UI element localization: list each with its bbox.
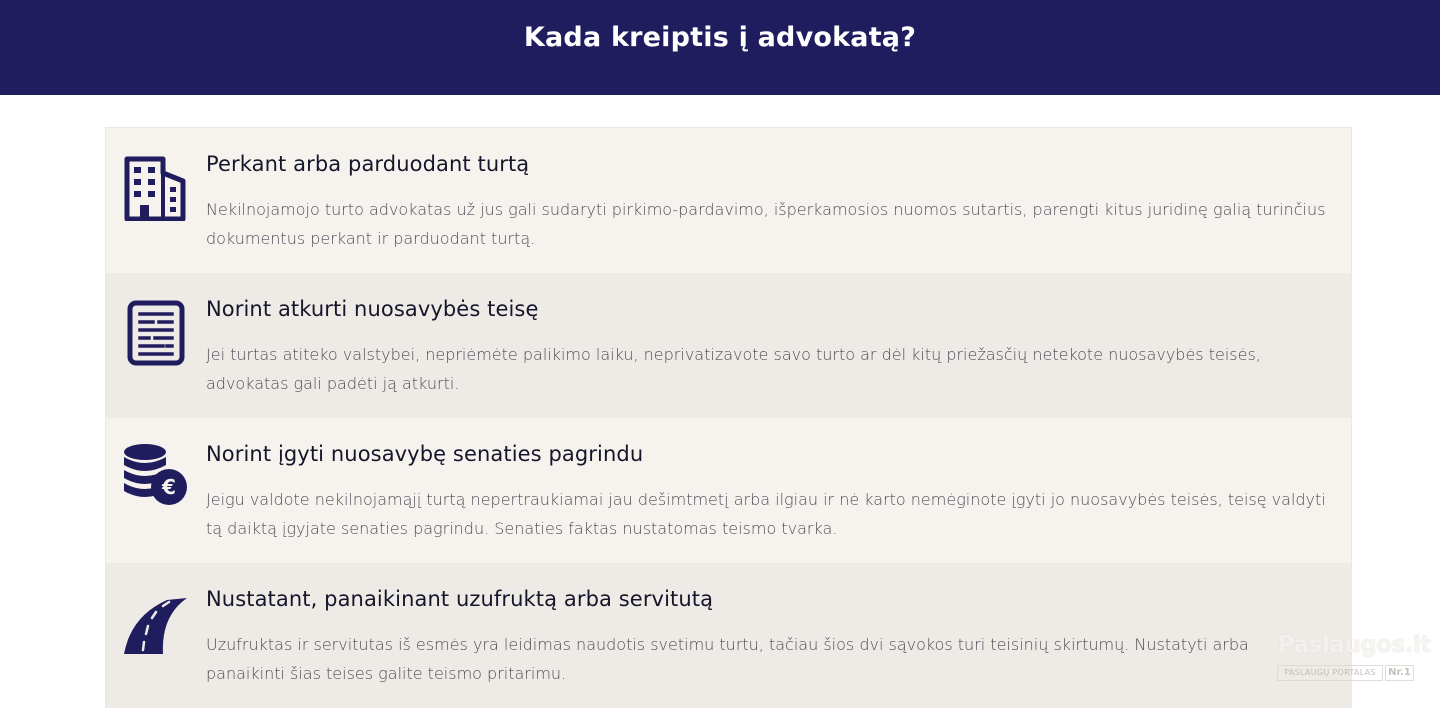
item-description: Uzufruktas ir servitutas iš esmės yra leidimas naudotis svetimu turtu, tačiau šios dvi sąvokos turi teisinių skirtumų. Nustatyti arba panaikinti šias teises galite teismo pritarimu. <box>206 635 1249 683</box>
section-header <box>0 0 1440 95</box>
watermark-subtitle: PASLAUGŲ PORTALAS <box>1277 665 1383 681</box>
watermark-badge: Nr.1 <box>1385 665 1414 681</box>
item-title: Perkant arba parduodant turtą <box>206 152 530 176</box>
item-description: Jeigu valdote nekilnojamąjį turtą nepertraukiamai jau dešimtmetį arba ilgiau ir nė karto nemėginote įgyti jo nuosavybės teisės, teisę valdyti tą daiktą įgyjate senaties pagrindu. Senaties faktas nustatomas teismo tvarka. <box>206 490 1326 538</box>
watermark-logo[interactable] <box>1276 632 1431 684</box>
item-description: Jei turtas atiteko valstybei, nepriėmėte palikimo laiku, neprivatizavote savo turto ar dėl kitų priežasčių netekote nuosavybės teisės, advokatas gali padėti ją atkurti. <box>206 345 1261 393</box>
item-title: Norint įgyti nuosavybę senaties pagrindu <box>206 442 644 466</box>
road-icon <box>123 588 187 656</box>
list-item <box>106 128 1351 273</box>
list-item <box>106 273 1351 418</box>
item-description: Nekilnojamojo turto advokatas už jus gali sudaryti pirkimo-pardavimo, išperkamosios nuomos sutartis, parengti kitus juridinę galią turinčius dokumentus perkant ir parduodant turtą. <box>206 200 1326 248</box>
item-title: Nustatant, panaikinant uzufruktą arba servitutą <box>206 587 714 611</box>
building-icon <box>123 153 187 221</box>
item-title: Norint atkurti nuosavybės teisę <box>206 297 539 321</box>
watermark-title: Paslaugos.lt <box>1278 632 1431 658</box>
page-title: Kada kreiptis į advokatą? <box>523 22 917 53</box>
svg-text:€: € <box>162 475 176 499</box>
document-icon <box>123 298 187 366</box>
service-list <box>105 127 1352 708</box>
euro-coins-icon <box>123 443 187 511</box>
list-item <box>106 418 1351 563</box>
list-item <box>106 563 1351 708</box>
